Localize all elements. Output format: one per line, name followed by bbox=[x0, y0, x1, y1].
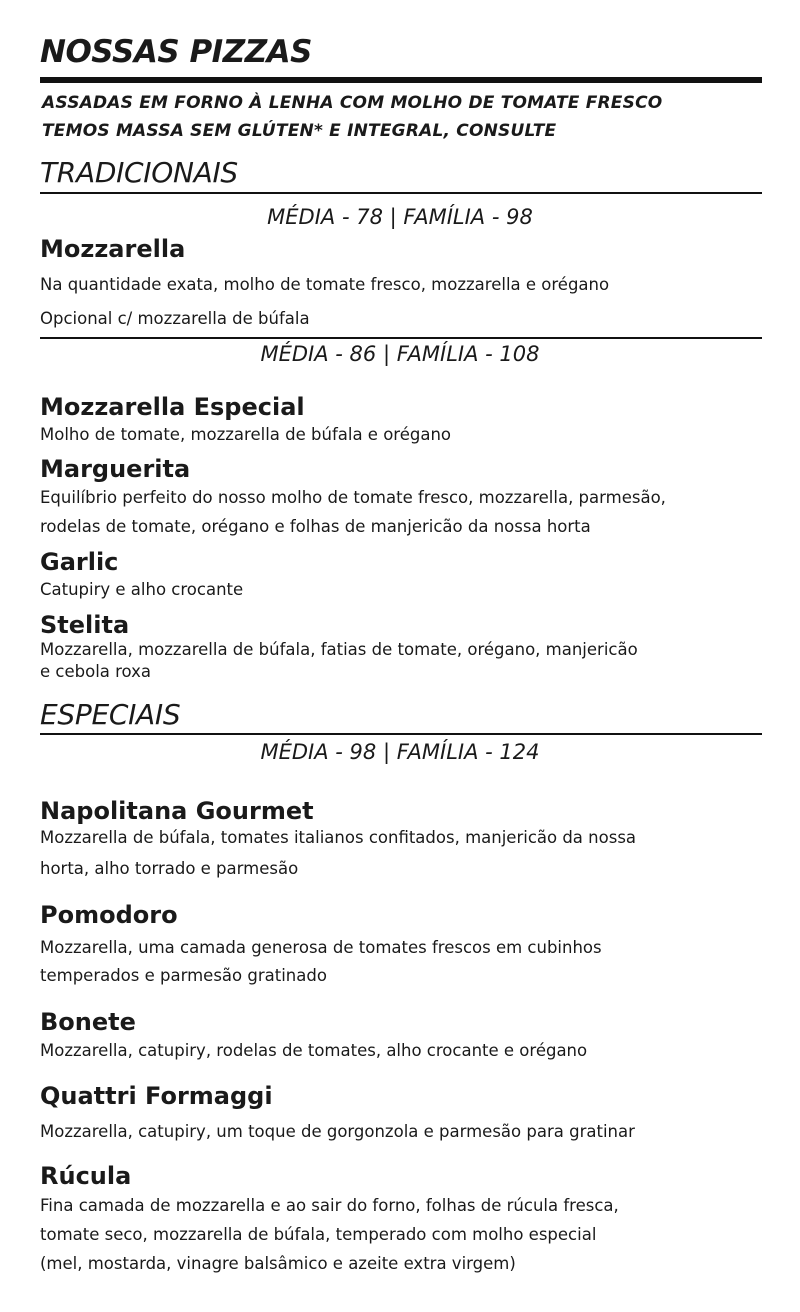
pizza-desc-mozzarella-1: Na quantidade exata, molho de tomate fresco, mozzarella e orégano bbox=[40, 275, 610, 294]
title-divider bbox=[40, 77, 762, 83]
pizza-desc-mozzarella-especial: Molho de tomate, mozzarella de búfala e orégano bbox=[40, 425, 452, 444]
pizza-desc-napolitana-gourmet-1: Mozzarella de búfala, tomates italianos confitados, manjericão da nossa bbox=[40, 828, 637, 847]
pizza-name-bonete: Bonete bbox=[40, 1008, 136, 1036]
pizza-desc-pomodoro-2: temperados e parmesão gratinado bbox=[40, 966, 327, 985]
pizza-name-pomodoro: Pomodoro bbox=[40, 901, 178, 929]
pizza-desc-rucula-3: (mel, mostarda, vinagre balsâmico e azeite extra virgem) bbox=[40, 1254, 516, 1273]
price-divider bbox=[40, 337, 762, 339]
pizza-name-napolitana-gourmet: Napolitana Gourmet bbox=[40, 797, 314, 825]
section-divider-especiais bbox=[40, 733, 762, 735]
pizza-desc-quattri-formaggi: Mozzarella, catupiry, um toque de gorgonzola e parmesão para gratinar bbox=[40, 1122, 635, 1141]
pizza-name-mozzarella-especial: Mozzarella Especial bbox=[40, 393, 305, 421]
pizza-name-mozzarella: Mozzarella bbox=[40, 235, 186, 263]
pizza-desc-pomodoro-1: Mozzarella, uma camada generosa de tomates frescos em cubinhos bbox=[40, 938, 602, 957]
pizza-name-quattri-formaggi: Quattri Formaggi bbox=[40, 1082, 273, 1110]
pizza-desc-bonete: Mozzarella, catupiry, rodelas de tomates, alho crocante e orégano bbox=[40, 1041, 588, 1060]
pizza-desc-garlic: Catupiry e alho crocante bbox=[40, 580, 244, 599]
pizza-desc-stelita-2: e cebola roxa bbox=[40, 662, 152, 681]
pizza-desc-napolitana-gourmet-2: horta, alho torrado e parmesão bbox=[40, 859, 299, 878]
section-heading-especiais: ESPECIAIS bbox=[40, 698, 181, 731]
pizza-name-marguerita: Marguerita bbox=[40, 455, 191, 483]
pizza-desc-stelita-1: Mozzarella, mozzarella de búfala, fatias de tomate, orégano, manjericão bbox=[40, 640, 638, 659]
pizza-desc-rucula-2: tomate seco, mozzarella de búfala, temperado com molho especial bbox=[40, 1225, 597, 1244]
price-tradicionais-1: MÉDIA - 78 | FAMÍLIA - 98 bbox=[267, 205, 533, 229]
section-heading-tradicionais: TRADICIONAIS bbox=[40, 156, 238, 189]
pizza-desc-marguerita-2: rodelas de tomate, orégano e folhas de manjericão da nossa horta bbox=[40, 517, 591, 536]
pizza-desc-mozzarella-2: Opcional c/ mozzarella de búfala bbox=[40, 309, 310, 328]
subtitle-line-2: TEMOS MASSA SEM GLÚTEN* E INTEGRAL, CONSULTE bbox=[42, 121, 557, 141]
section-divider-tradicionais bbox=[40, 192, 762, 194]
subtitle-line-1: ASSADAS EM FORNO À LENHA COM MOLHO DE TOMATE FRESCO bbox=[42, 93, 663, 113]
pizza-name-garlic: Garlic bbox=[40, 548, 119, 576]
price-especiais: MÉDIA - 98 | FAMÍLIA - 124 bbox=[260, 740, 540, 764]
pizza-desc-rucula-1: Fina camada de mozzarella e ao sair do forno, folhas de rúcula fresca, bbox=[40, 1196, 619, 1215]
menu-title: NOSSAS PIZZAS bbox=[40, 34, 312, 70]
price-tradicionais-2: MÉDIA - 86 | FAMÍLIA - 108 bbox=[260, 342, 540, 366]
pizza-name-stelita: Stelita bbox=[40, 611, 130, 639]
pizza-name-rucula: Rúcula bbox=[40, 1162, 132, 1190]
pizza-desc-marguerita-1: Equilíbrio perfeito do nosso molho de tomate fresco, mozzarella, parmesão, bbox=[40, 488, 666, 507]
